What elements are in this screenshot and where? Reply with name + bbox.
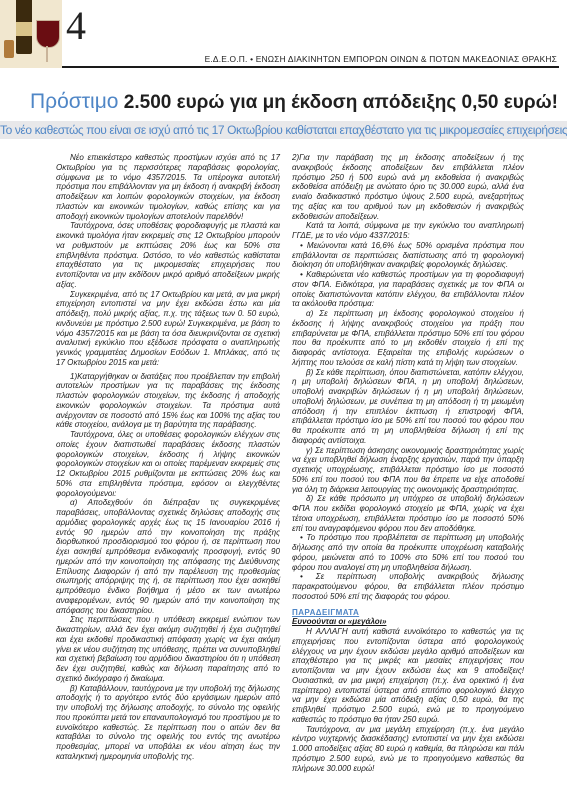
bottle-label-image [16,22,32,36]
examples-heading: ΠΑΡΑΔΕΙΓΜΑΤΑ [292,607,360,617]
left-paragraph: Ταυτόχρονα, όσες υποθέσεις φοροδιαφυγής με πλαστά και εικονικά τιμολόγια ήταν εκκρεμείς στις 12 Οκτωβρίου μπορούν να ρυθμιστούν με εκπτώσεις 20% έως και 50% στα επιβληθέντα πρόστιμα. Ωστόσο, το νέο καθεστώς καθίσταται επαχθέστατο για τις μικρομεσαίες επιχειρήσεις που εντοπίζονται να μην εκδίδουν μικρό αριθμό αποδείξεων μικρής αξίας. [56,221,280,289]
right-paragraph: Κατά τα λοιπά, σύμφωνα με την εγκύκλιο του αναπληρωτή ΓΓΔΕ, με το νέο νόμο 4337/2015: [292,221,524,240]
wine-photo [0,0,62,68]
right-bullet: • Το πρόστιμο που προβλέπεται σε περίπτωση μη υποβολής δήλωσης από την οποία θα προέκυπτε υποχρέωση καταβολής φόρου, μειώνεται από το 100% στο 50% επί του ποσού του φόρου που αναλογεί στη μη υποβληθείσα δήλωση. [292,533,524,572]
right-paragraph: α) Σε περίπτωση μη έκδοσης φορολογικού στοιχείου ή έκδοσης ή λήψης ανακριβούς στοιχείου για πράξη που επιβαρύνεται με ΦΠΑ, επιβάλλεται πρόστιμο 50% επί του φόρου που θα προέκυπτε από το μη εκδοθέν στοιχείο ή επί της διαφοράς αντίστοιχα. Εξαιρείται της επιβολής κυρώσεων ο λήπτης που τελούσε σε καλή πίστη κατά τη λήψη των στοιχείων. [292,309,524,367]
examples-subheading: Ευνοούνται οι «μεγάλοι» [292,617,387,627]
right-paragraph: β) Σε κάθε περίπτωση, όπου διαπιστώνεται, κατόπιν ελέγχου, η μη υποβολή δηλώσεων ΦΠΑ, η μη υποβολή δηλώσεων, υποβολή ανακριβών δηλώσεων ή η μη υποβολή δηλώσεων, υποβολή δηλώσεων, με συνέπεια τη μη απόδοση ή τη μειωμένη απόδοση ή την επιπλέον έκπτωση ή επιστροφή ΦΠΑ, επιβάλλεται πρόστιμο ίσο με 50% επί του ποσού του φόρου που θα προέκυπτε από τη μη υποβληθείσα δήλωση ή επί της διαφοράς αντίστοιχα. [292,367,524,445]
article-title [30,90,558,114]
right-bullet: • Καθιερώνεται νέο καθεστώς προστίμων για τη φοροδιαφυγή στον ΦΠΑ. Ειδικότερα, για παραβάσεις σχετικές με τον ΦΠΑ οι οποίες διαπιστώνονται κατόπιν ελέγχου, θα επιβάλλονται πλέον τα ακόλουθα πρόστιμα: [292,270,524,309]
left-paragraph: Νέο επιεικέστερο καθεστώς προστίμων ισχύει από τις 17 Οκτωβρίου για τις περισσότερες παραβάσεις φορολογίας, σύμφωνα με το νόμο 4357/2015. Τα υπέρογκα αυτοτελή πρόστιμα που επιβάλλονταν για μη έκδοση ή ανακριβή έκδοση αποδείξεων και λοιπών φορολογικών στοιχείων, για έκδοση πλαστών και εικονικών τιμολογίων, καθώς επίσης και για αποδοχή εικονικών τιμολογίων αποτελούν παρελθόν! [56,153,280,221]
left-paragraph: 1)Καταργήθηκαν οι διατάξεις που προέβλεπαν την επιβολή αυτοτελών προστίμων για τις παραβάσεις της έκδοσης πλαστών φορολογικών στοιχείων, της έκδοσης ή αποδοχής εικονικών φορολογικών στοιχείων. Τα πρόστιμα αυτά ανέρχονταν σε ποσοστό από 15% έως και 100% της αξίας του κάθε στοιχείου, ανάλογα με τη βαρύτητα της παράβασης. [56,371,280,430]
example-paragraph: Η ΑΛΛΑΓΗ αυτή καθιστά ευνοϊκότερο το καθεστώς για τις επιχειρήσεις που εντοπίζονται ύστερα από φορολογικούς ελέγχους να μην έχουν εκδώσει μεγάλο αριθμό αποδείξεων και επαχθέστερο για τις μικρές και μεσαίες επιχειρήσεις που εντοπίζονται να μην έχουν εκδώσει έως και 9 αποδείξεις! Ουσιαστικά, αν μια μικρή επιχείρηση (π.χ. ένα ορεκτικό ή ένα περίπτερο) εντοπιστεί ύστερα από επιτόπιο φορολογικό έλεγχο να μην έχει εκδώσει μία απόδειξη αξίας 0,50 ευρώ, θα της επιβληθεί πρόστιμο 2.500 ευρώ, ενώ με το προηγούμενο καθεστώς το πρόστιμο θα ήταν 250 ευρώ. [292,627,524,724]
wine-glass-image [36,20,60,48]
right-bullet: • Σε περίπτωση υποβολής ανακριβούς δήλωσης παρακρατούμενου φόρου, θα επιβάλλεται πλέον πρόστιμο ποσοστού 50% επί της διαφοράς του φόρου. [292,572,524,601]
title-rest: 2.500 ευρώ για μη έκδοση απόδειξης 0,50 ευρώ! [118,92,558,113]
left-column [56,153,280,762]
right-paragraph: 2)Για την παράβαση της μη έκδοσης αποδείξεων ή της ανακριβούς έκδοσης αποδείξεων δεν επιβάλλεται πλέον πρόστιμο 250 ή 500 ευρώ ανά μη εκδοθείσα ή ανακριβώς εκδοθείσα απόδειξη με ανώτατο όριο τις 30.000 ευρώ, αλλά ένα ενιαίο διαδικαστικό πρόστιμο ύψους 2.500 ευρώ, ανεξαρτήτως της αξίας και του αριθμού των μη εκδοθεισών ή ανακριβώς εκδοθεισών αποδείξεων. [292,153,524,221]
header-rule [62,66,559,68]
right-bullet: • Μειώνονται κατά 16,6% έως 50% ορισμένα πρόστιμα που επιβάλλονται σε περιπτώσεις διαπίστωσης από τη φορολογική διοίκηση ότι υποβλήθηκαν ανακριβείς φορολογικές δηλώσεις. [292,240,524,270]
left-paragraph: Συγκεκριμένα, από τις 17 Οκτωβρίου και μετά, αν μια μικρή επιχείρηση εντοπιστεί να μην έχει εκδώσει έστω και μία απόδειξη, πολύ μικρής αξίας, π.χ. της τάξεως των 0. 50 ευρώ, κινδυνεύει με πρόστιμο 2.500 ευρώ! Συγκεκριμένα, με βάση το νόμο 4357/2015 και με βάση τα όσα διευκρινίζονται σε σχετική αναλυτική εγκύκλιο που εξέδωσε πρόσφατα ο αναπληρωτής γενικός γραμματέας Δημοσίων Εσόδων 1. Μπλάκας, από τις 17 Οκτωβρίου 2015 και μετά: [56,289,280,367]
title-accent: Πρόστιμο [30,90,119,113]
left-paragraph: Στις περιπτώσεις που η υπόθεση εκκρεμεί ενώπιον των δικαστηρίων, αλλά δεν έχει ακόμη συζητηθεί ή έχει συζητηθεί και έχει εκδοθεί προδικαστική απόφαση χωρίς να έχει ακόμη γίνει εκ νέου συζήτηση της υπόθεσης, πρέπει να συνυποβληθεί και σχετική βεβαίωση του αρμόδιου δικαστηρίου ότι η υπόθεση δεν έχει συζητηθεί, καθώς και δήλωση παραίτησης από το σχετικό δικόγραφο ή δικαίωμα. [56,615,280,683]
example-paragraph: Ταυτόχρονα, αν μια μεγάλη επιχείρηση (π.χ. ένα μεγάλο κέντρο νυχτερινής διασκέδασης) εντοπιστεί να μην έχει εκδώσει 1.000 αποδείξεις αξίας 80 ευρώ η καθεμία, θα πληρώσει και πάλι πρόστιμο 2.500 ευρώ, ενώ με το προηγούμενο καθεστώς θα πλήρωνε 30.000 ευρώ! [292,724,524,773]
left-paragraph: Ταυτόχρονα, όλες οι υποθέσεις φορολογικών ελέγχων στις οποίες έχουν διαπιστωθεί παραβάσεις έκδοσης πλαστών φορολογικών στοιχείων, έκδοσης ή λήψης εικονικών φορολογικών στοιχείων και οι οποίες παρέμεναν εκκρεμείς στις 12 Οκτωβρίου 2015 ρυθμίζονται με εκπτώσεις 20% έως και 50% στα επιβληθέντα πρόστιμα, εφόσον οι ελεγχθέντες φορολογούμενοι: [56,430,280,498]
glass-stem-image [46,46,48,62]
organization-line: Ε.Δ.Ε.Ο.Π. • ΕΝΩΣΗ ΔΙΑΚΙΝΗΤΩΝ ΕΜΠΟΡΩΝ ΟΙΝΩΝ & ΠΟΤΩΝ ΜΑΚΕΔΟΝΙΑΣ ΘΡΑΚΗΣ [204,54,557,64]
right-column [292,153,524,773]
right-paragraph: γ) Σε περίπτωση άσκησης οικονομικής δραστηριότητας χωρίς να έχει υποβληθεί δήλωση έναρξης εργασιών, παρά την ύπαρξη σχετικής υποχρέωσης, επιβάλλεται πρόστιμο ίσο με ποσοστό 50% επί του ποσού του ΦΠΑ που θα έπρεπε να είχε αποδοθεί για όλη τη διάρκεια λειτουργίας της οικονομικής δραστηριότητας. [292,445,524,494]
left-paragraph: α) Αποδεχθούν ότι διέπραξαν τις συγκεκριμένες παραβάσεις, υποβάλλοντας σχετικές δηλώσεις αποδοχής στις αρμόδιες φορολογικές αρχές έως τις 15 Ιανουαρίου 2016 ή εντός 90 ημερών από την κοινοποίηση της πράξης διορθωτικού προσδιορισμού του φόρου ή, σε περίπτωση που έχει ασκηθεί εμπρόθεσμα ενδικοφανής προσφυγή, εντός 90 ημερών από την κοινοποίηση της απόφασης της Διεύθυνσης Επίλυσης Διαφορών ή από την παρέλευση της προθεσμίας σιωπηρής απόρριψης της ή, σε περίπτωση που έχει ασκηθεί εμπρόθεσμο ένδικο βοήθημα ή μέσο εκ των ανωτέρω αναφερομένων, εντός 90 ημερών από την κοινοποίηση της απόφασης του δικαστηρίου. [56,498,280,615]
page-number: 4 [66,3,86,48]
article-subtitle: Το νέο καθεστώς που είναι σε ισχύ από τις 17 Οκτωβρίου καθίσταται επαχθέστατο για τις μικρομεσαίες επιχειρήσεις [0,123,567,137]
right-paragraph: δ) Σε κάθε πρόσωπο μη υπόχρεο σε υποβολή δηλώσεων ΦΠΑ που εκδίδει φορολογικό στοιχείο με ΦΠΑ, χωρίς να έχει τέτοια υποχρέωση, επιβάλλεται πρόστιμο ίσο με ποσοστό 50% επί του αναγραφόμενου φόρου που δεν αποδόθηκε. [292,494,524,533]
cork-image [4,40,14,58]
left-paragraph: β) Καταβάλλουν, ταυτόχρονα με την υποβολή της δήλωσης αποδοχής ή το αργότερο εντός δύο εργάσιμων ημερών από την υποβολή της δήλωσης αποδοχής, το σύνολο της οφειλής που προκύπτει μετά τον επαναυπολογισμό του προστίμου με το ευνοϊκότερο καθεστώς. Σε περίπτωση που ο αιτών δεν θα καταβάλει το σύνολο της οφειλής του εντός της ανωτέρω προθεσμίας, μπορεί να υποβάλει εκ νέου αίτηση έως την καταληκτική ημερομηνία υποβολής της. [56,683,280,761]
